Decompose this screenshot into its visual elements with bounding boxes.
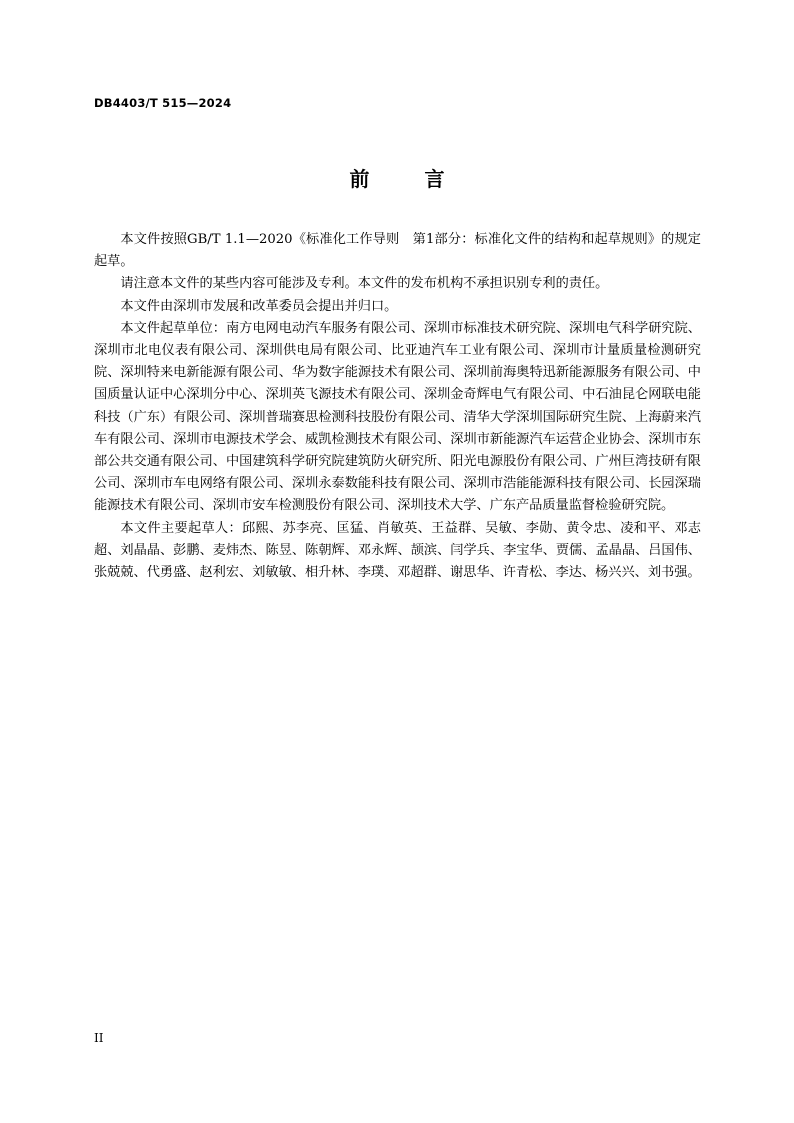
paragraph-proposer: 本文件由深圳市发展和改革委员会提出并归口。 [120,298,398,314]
paragraph-drafters: 本文件主要起草人：邱熙、苏李亮、匡猛、肖敏英、王益群、吴敏、李勋、黄令忠、凌和平、邓志超、刘晶晶、彭鹏、麦炜杰、陈昱、陈朝辉、邓永辉、颉滨、闫学兵、李宝华、贾儒、孟晶晶、吕国伟、张兢兢、代勇盛、赵利宏、刘敏敏、相升林、李璞、邓超群、谢思华、许青松、李达、杨兴兴、刘书强。 [94,520,701,581]
standard-code: DB4403/T 515—2024 [94,96,232,110]
foreword-body [94,229,701,584]
paragraph-drafting-units: 本文件起草单位：南方电网电动汽车服务有限公司、深圳市标准技术研究院、深圳电气科学研究院、深圳市北电仪表有限公司、深圳供电局有限公司、比亚迪汽车工业有限公司、深圳市计量质量检测研究院、深圳特来电新能源有限公司、华为数字能源技术有限公司、深圳前海奥特迅新能源服务有限公司、中国质量认证中心深圳分中心、深圳英飞源技术有限公司、深圳金奇辉电气有限公司、中石油昆仑网联电能科技（广东）有限公司、深圳普瑞赛思检测科技股份有限公司、清华大学深圳国际研究生院、上海蔚来汽车有限公司、深圳市电源技术学会、威凯检测技术有限公司、深圳市新能源汽车运营企业协会、深圳市东部公共交通有限公司、中国建筑科学研究院建筑防火研究所、阳光电源股份有限公司、广州巨湾技研有限公司、深圳市车电网络有限公司、深圳永泰数能科技有限公司、深圳市浩能能源科技有限公司、长园深瑞能源技术有限公司、深圳市安车检测股份有限公司、深圳技术大学、广东产品质量监督检验研究院。 [94,320,701,514]
page-number: II [94,1031,104,1045]
paragraph-drafting-rules: 本文件按照GB/T 1.1—2020《标准化工作导则 第1部分：标准化文件的结构和起草规则》的规定起草。 [94,232,701,270]
page-title: 前 言 [349,167,469,191]
paragraph-patent-notice: 请注意本文件的某些内容可能涉及专利。本文件的发布机构不承担识别专利的责任。 [120,276,609,292]
